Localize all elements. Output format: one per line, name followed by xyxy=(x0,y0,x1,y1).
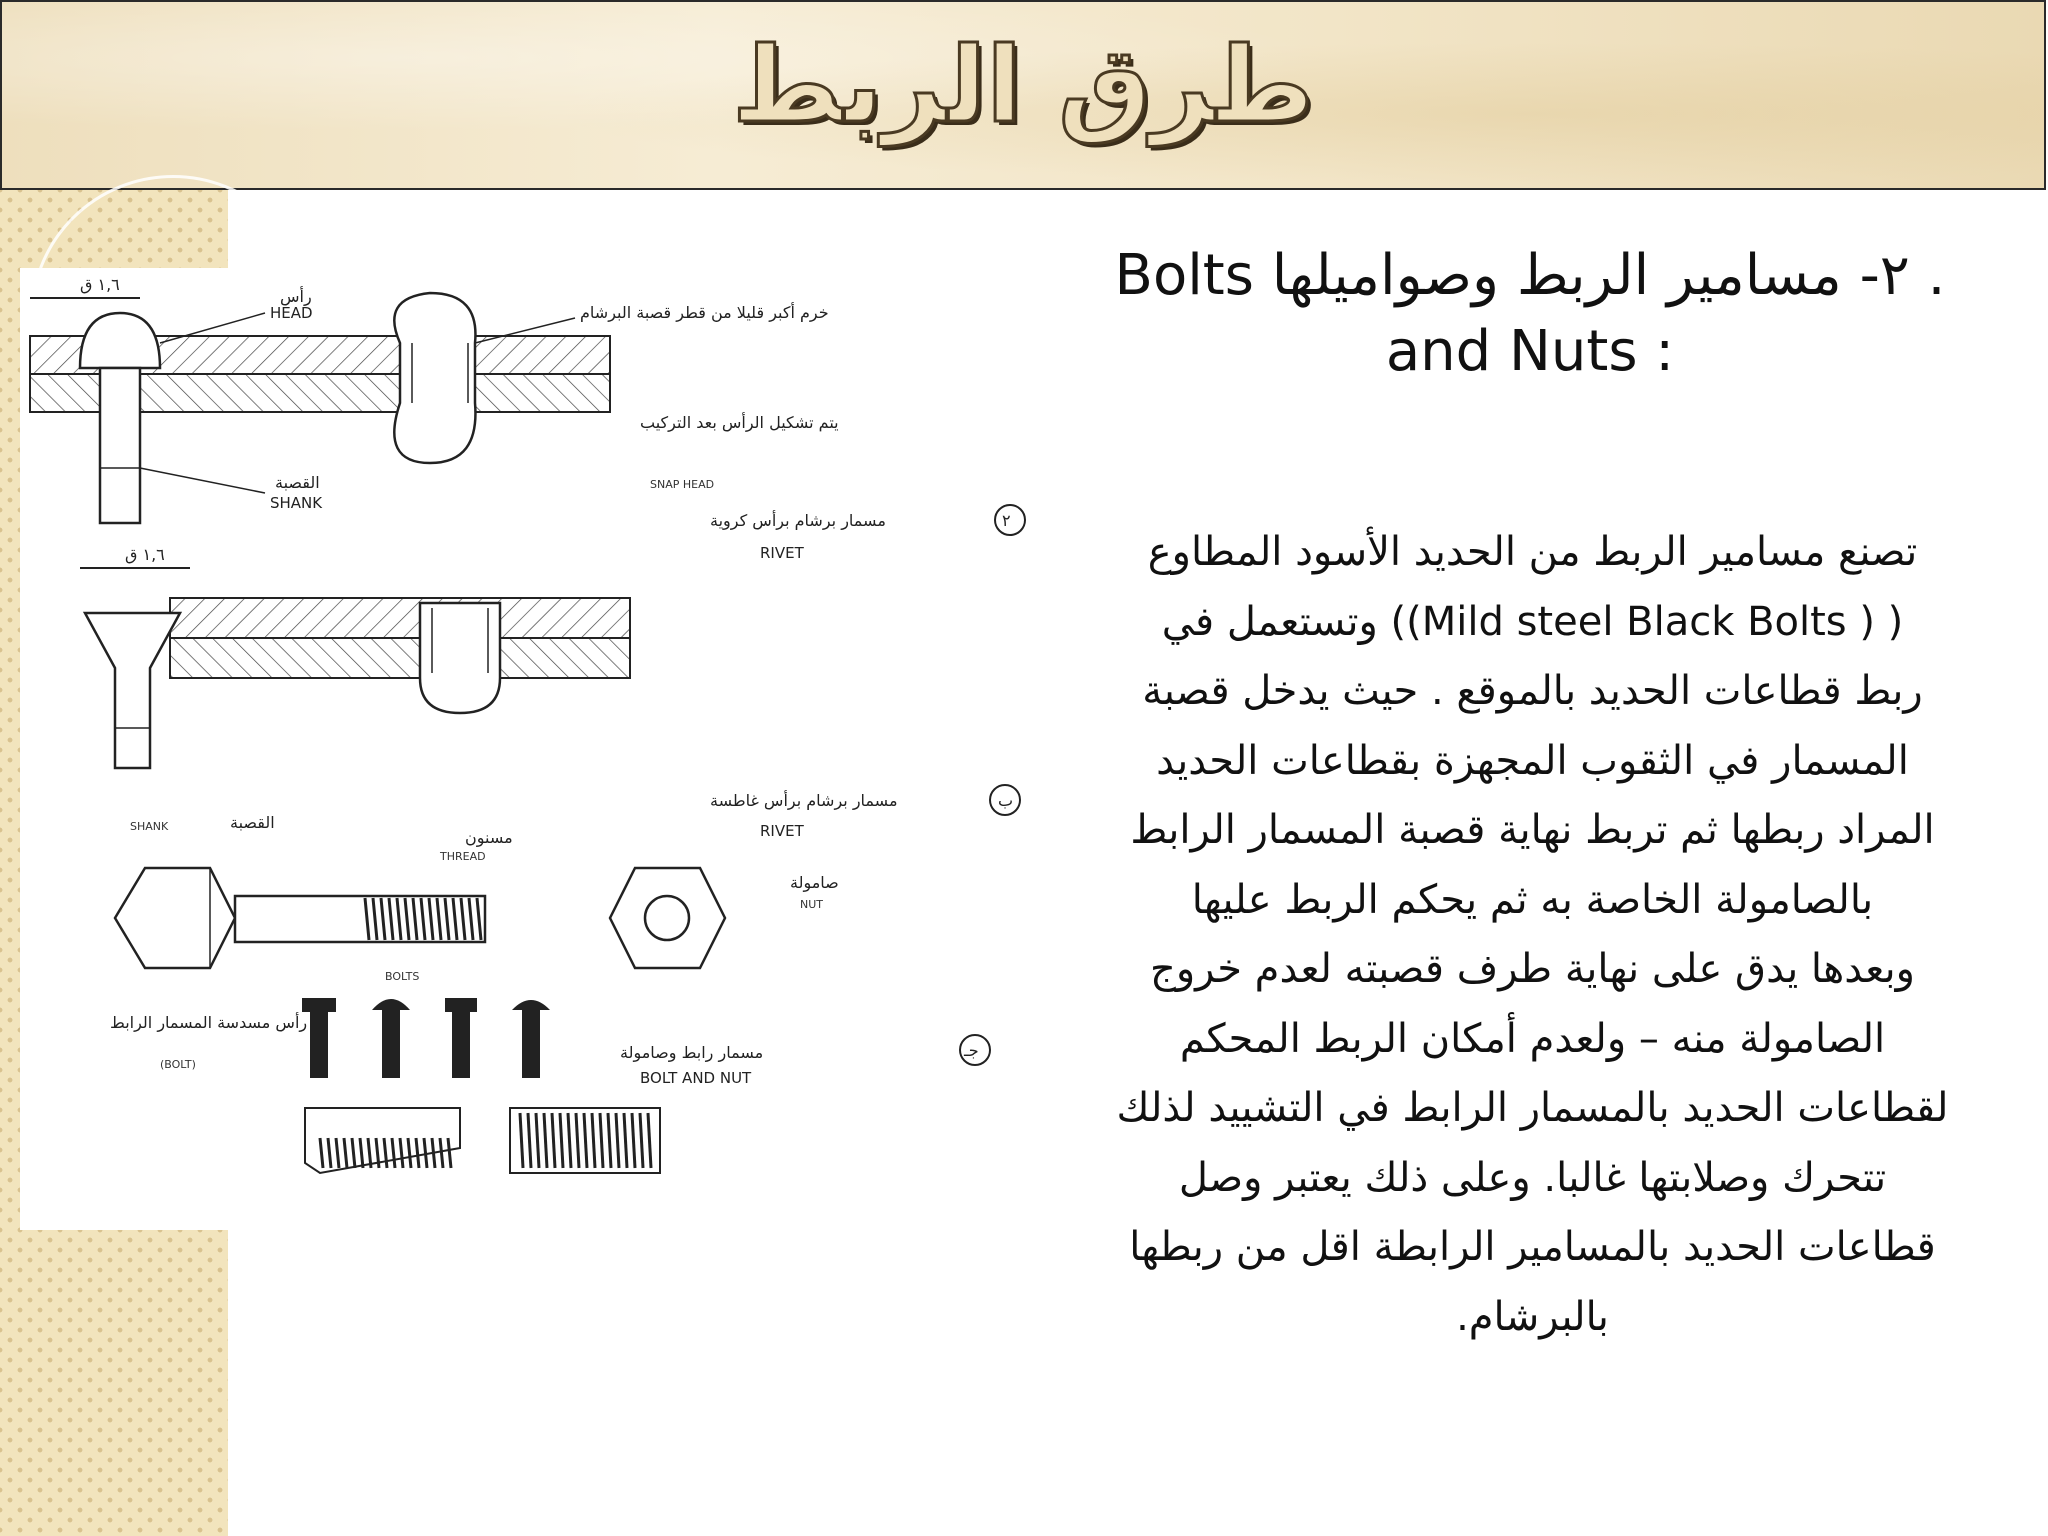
body-line: تتحرك وصلابتها غالبا. وعلى ذلك يعتبر وصل xyxy=(1178,1154,1887,1201)
body-line: الصامولة منه – ولعدم أمكان الربط المحكم xyxy=(1179,1015,1886,1062)
body-line: تصنع مسامير الربط من الحديد الأسود المطاوع xyxy=(1147,529,1918,575)
bolt-paren-label: (BOLT) xyxy=(160,1058,196,1071)
body-line: وبعدها يدق على نهاية طرف قصبته لعدم خروج xyxy=(1150,946,1915,992)
shank-label-2: SHANK xyxy=(130,820,169,833)
body-line: قطاعات الحديد بالمسامير الرابطة اقل من ربطها xyxy=(1129,1224,1936,1270)
note-2: يتم تشكيل الرأس بعد التركيب xyxy=(640,413,839,432)
slide-title: طرق الربط xyxy=(732,24,1314,146)
bolts-rivets-diagram xyxy=(20,268,1030,1230)
snap-head-label: SNAP HEAD xyxy=(650,478,715,491)
body-line: بالبرشام. xyxy=(1456,1293,1609,1340)
body-line: ربط قطاعات الحديد بالموقع . حيث يدخل قصبة xyxy=(1142,668,1923,714)
body-line: بالصامولة الخاصة به ثم يحكم الربط عليها xyxy=(1191,876,1874,923)
shank-ar-label: القصبة xyxy=(275,473,320,492)
note-1: خرم أكبر قليلا من قطر قصبة البرشام xyxy=(580,303,829,322)
title-bar xyxy=(0,0,2046,190)
bolts-label: BOLTS xyxy=(385,970,420,983)
countersunk-rivet-drawing xyxy=(80,545,1020,840)
shank-ar-label-2: القصبة xyxy=(230,813,275,832)
body-paragraph xyxy=(1080,518,1985,1352)
thread-ar-label: مسنون xyxy=(465,828,513,847)
head-label: HEAD xyxy=(270,304,313,322)
section-number-2: ب xyxy=(998,791,1014,810)
dim-label-2: ١,٦ ق xyxy=(125,545,165,564)
rivet-round-head-title: مسمار برشام برأس كروية xyxy=(710,511,886,530)
bolt-head-ar-label: رأس مسدسة المسمار الرابط xyxy=(110,1013,308,1032)
body-line: المراد ربطها ثم تربط نهاية قصبة المسمار الرابط xyxy=(1130,807,1935,853)
nut-ar-label: صامولة xyxy=(790,873,839,892)
small-bolt-icons xyxy=(302,998,550,1078)
rivet-countersunk-title: مسمار برشام برأس غاطسة xyxy=(710,791,898,810)
dim-label-1: ١,٦ ق xyxy=(80,275,120,294)
bolt-and-nut-ar-title: مسمار رابط وصامولة xyxy=(620,1043,764,1062)
rivet-label-2: RIVET xyxy=(760,822,804,840)
heading-line-1: . ٢- مسامير الربط وصواميلها Bolts xyxy=(1114,243,1946,308)
body-line: لقطاعات الحديد بالمسمار الرابط في التشييد لذلك xyxy=(1116,1085,1949,1131)
bolt-and-nut-label: BOLT AND NUT xyxy=(640,1069,752,1087)
body-line: ( ( Mild steel Black Bolts)) وتستعمل في xyxy=(1161,598,1904,645)
thread-label: THREAD xyxy=(440,850,486,863)
rivet-label-1: RIVET xyxy=(760,544,804,562)
section-number-1: ٢ xyxy=(1002,511,1011,530)
section-heading xyxy=(1080,238,1980,390)
round-head-rivet-drawing xyxy=(30,275,1025,562)
nut-label: NUT xyxy=(800,898,823,911)
bolt-and-nut-drawing xyxy=(110,813,990,1173)
heading-line-2: : and Nuts xyxy=(1385,319,1675,384)
shank-label: SHANK xyxy=(270,494,323,512)
head-ar-label: رأس xyxy=(280,287,312,306)
section-number-3: جـ xyxy=(964,1041,979,1060)
body-line: المسمار في الثقوب المجهزة بقطاعات الحديد xyxy=(1156,737,1909,784)
